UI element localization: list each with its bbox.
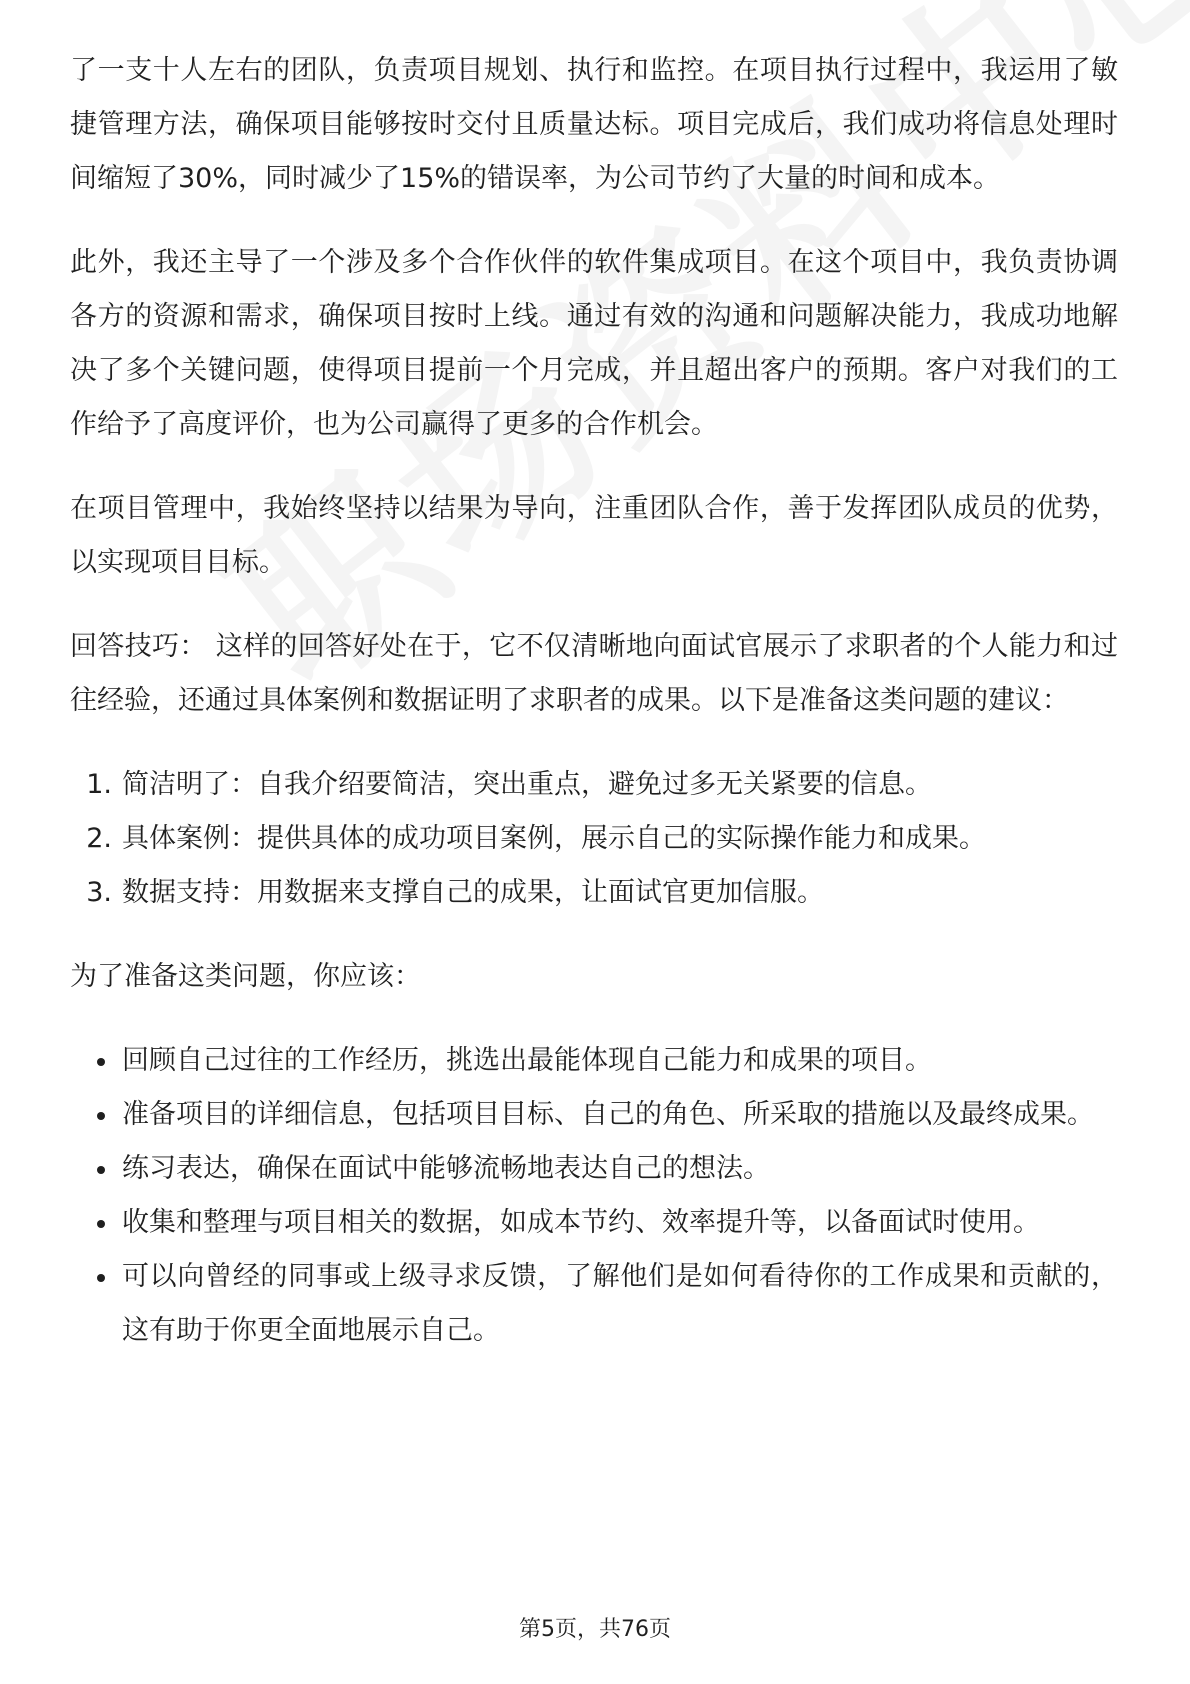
list-number: 1. bbox=[86, 769, 112, 800]
list-item-text: 练习表达，确保在面试中能够流畅地表达自己的想法。 bbox=[122, 1153, 770, 1184]
paragraph-project-team: 了一支十人左右的团队，负责项目规划、执行和监控。在项目执行过程中，我运用了敏捷管理方法，确保项目能够按时交付且质量达标。项目完成后，我们成功将信息处理时间缩短了30%，同时减少了15%的错误率，为公司节约了大量的时间和成本。 bbox=[70, 55, 1118, 194]
list-item bbox=[70, 758, 1118, 812]
bullet-icon bbox=[70, 1034, 122, 1088]
list-item-text: 回顾自己过往的工作经历，挑选出最能体现自己能力和成果的项目。 bbox=[122, 1045, 932, 1076]
page-number: 第5页，共76页 bbox=[519, 1617, 671, 1642]
list-item-text: 具体案例：提供具体的成功项目案例，展示自己的实际操作能力和成果。 bbox=[122, 823, 986, 854]
bullet-icon bbox=[70, 1250, 122, 1358]
list-number: 2. bbox=[86, 823, 112, 854]
list-item-text: 收集和整理与项目相关的数据，如成本节约、效率提升等，以备面试时使用。 bbox=[122, 1207, 1040, 1238]
list-number: 3. bbox=[86, 877, 112, 908]
list-item bbox=[70, 812, 1118, 866]
paragraph-integration-project: 此外，我还主导了一个涉及多个合作伙伴的软件集成项目。在这个项目中，我负责协调各方的资源和需求，确保项目按时上线。通过有效的沟通和问题解决能力，我成功地解决了多个关键问题，使得项目提前一个月完成，并且超出客户的预期。客户对我们的工作给予了高度评价，也为公司赢得了更多的合作机会。 bbox=[70, 247, 1118, 440]
paragraph-preparation-intro: 为了准备这类问题，你应该： bbox=[70, 961, 421, 992]
bullet-icon bbox=[70, 1196, 122, 1250]
list-item bbox=[70, 1142, 1118, 1196]
paragraph-answer-tips: 回答技巧： 这样的回答好处在于，它不仅清晰地向面试官展示了求职者的个人能力和过往经验，还通过具体案例和数据证明了求职者的成果。以下是准备这类问题的建议： bbox=[70, 631, 1118, 716]
list-item-text: 简洁明了：自我介绍要简洁，突出重点，避免过多无关紧要的信息。 bbox=[122, 769, 932, 800]
list-item bbox=[70, 1250, 1118, 1358]
paragraph-management-philosophy: 在项目管理中，我始终坚持以结果为导向，注重团队合作，善于发挥团队成员的优势，以实现项目目标。 bbox=[70, 493, 1118, 578]
list-item bbox=[70, 1034, 1118, 1088]
preparation-list bbox=[70, 1034, 1118, 1358]
list-item-text: 准备项目的详细信息，包括项目目标、自己的角色、所采取的措施以及最终成果。 bbox=[122, 1099, 1094, 1130]
list-item-text: 可以向曾经的同事或上级寻求反馈，了解他们是如何看待你的工作成果和贡献的，这有助于你更全面地展示自己。 bbox=[122, 1261, 1118, 1346]
bullet-icon bbox=[70, 1142, 122, 1196]
list-item bbox=[70, 1088, 1118, 1142]
page-content bbox=[70, 44, 1118, 1358]
tips-list bbox=[70, 758, 1118, 920]
list-item bbox=[70, 1196, 1118, 1250]
bullet-icon bbox=[70, 1088, 122, 1142]
list-item-text: 数据支持：用数据来支撑自己的成果，让面试官更加信服。 bbox=[122, 877, 824, 908]
list-item bbox=[70, 866, 1118, 920]
